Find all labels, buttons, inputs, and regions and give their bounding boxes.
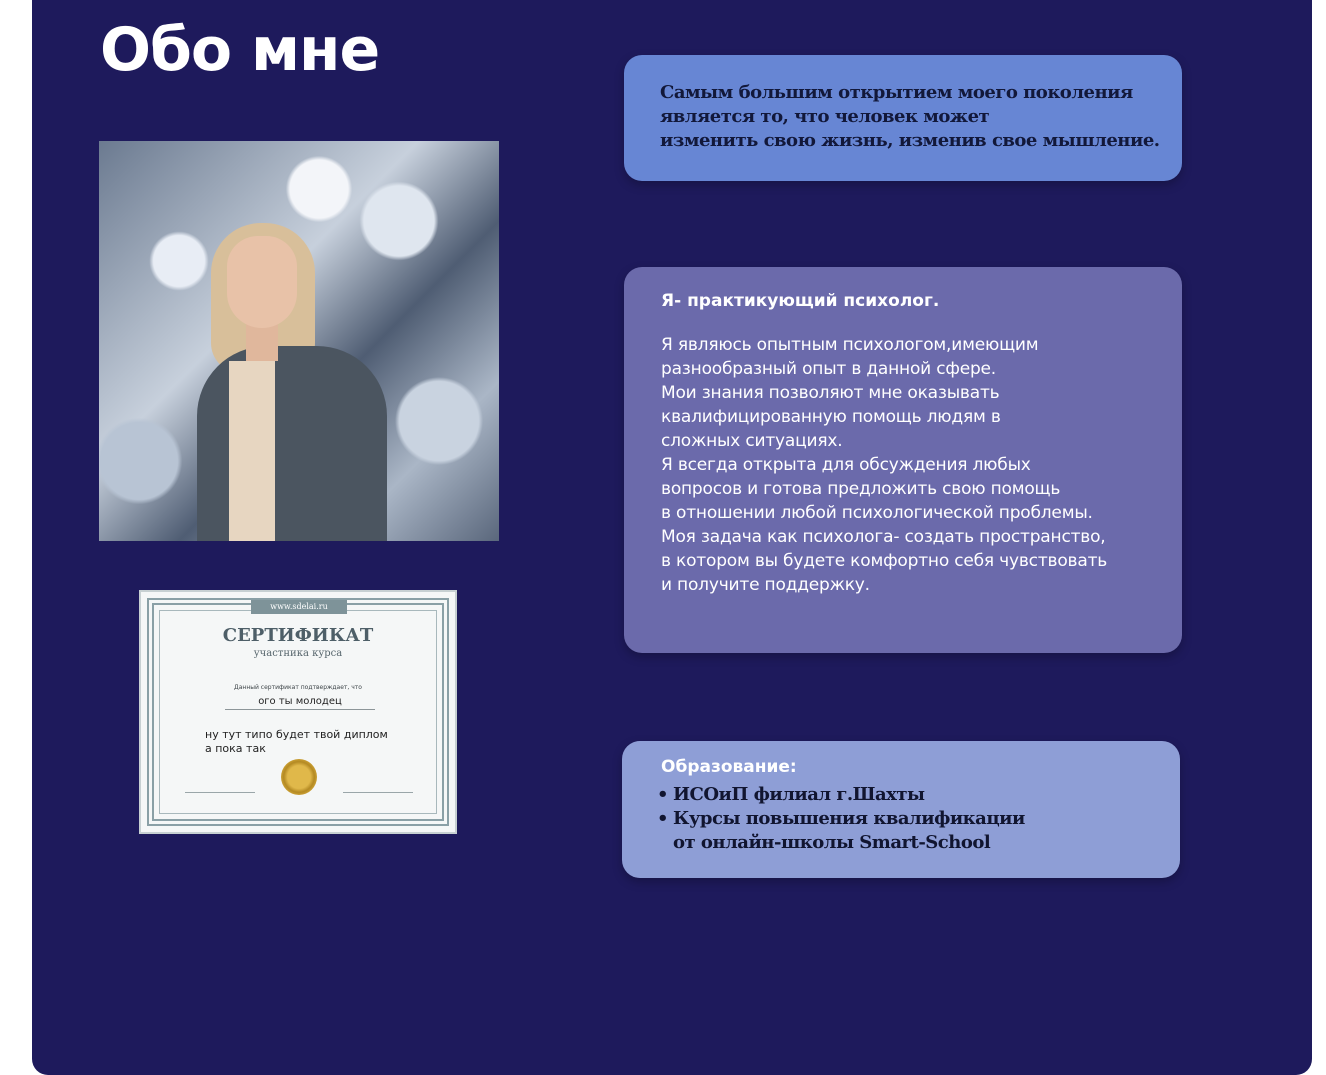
education-item [673, 783, 1180, 807]
quote-line: изменить свою жизнь, изменив свое мышление. [660, 130, 1160, 151]
about-line: и получите поддержку. [661, 575, 870, 595]
about-line: в отношении любой психологической проблемы. [661, 503, 1093, 523]
about-line: разнообразный опыт в данной сфере. [661, 359, 997, 379]
certificate-note-line: ну тут типо будет твой диплом [205, 728, 388, 741]
certificate-image [139, 590, 457, 834]
education-item [673, 807, 1180, 855]
about-line: Моя задача как психолога- создать пространство, [661, 527, 1106, 547]
about-section [32, 0, 1312, 1075]
about-line: Мои знания позволяют мне оказывать [661, 383, 1000, 403]
certificate-recipient: ого ты молодец [225, 696, 375, 710]
quote-card [624, 55, 1182, 181]
certificate-signature-line [185, 792, 255, 793]
about-card [624, 267, 1182, 653]
photo-figure-face [227, 236, 297, 328]
certificate-site: www.sdelai.ru [251, 600, 347, 614]
education-item-text: Курсы повышения квалификации [673, 808, 1025, 829]
quote-line: Самым большим открытием моего поколения [660, 82, 1133, 103]
certificate-note [205, 728, 405, 756]
certificate-subtitle: участника курса [253, 648, 343, 659]
about-line: вопросов и готова предложить свою помощь [661, 479, 1061, 499]
photo-figure-blouse [229, 361, 275, 541]
education-heading: Образование: [661, 757, 797, 777]
certificate-seal-icon [281, 759, 317, 795]
about-line: в котором вы будете комфортно себя чувствовать [661, 551, 1108, 571]
education-list [661, 783, 1180, 855]
about-line: сложных ситуациях. [661, 431, 843, 451]
photo-figure-jacket [197, 346, 387, 541]
profile-photo [99, 141, 499, 541]
about-line: квалифицированную помощь людям в [661, 407, 1001, 427]
quote-line: является то, что человек может [660, 106, 990, 127]
about-line: Я являюсь опытным психологом,имеющим [661, 335, 1039, 355]
certificate-confirms: Данный сертификат подтверждает, что [234, 684, 362, 691]
certificate-title: СЕРТИФИКАТ [222, 625, 374, 646]
education-card [622, 741, 1180, 878]
certificate-signature-line [343, 792, 413, 793]
certificate-note-line: а пока так [205, 742, 266, 755]
section-title: Обо мне [100, 15, 380, 85]
education-item-text: от онлайн-школы Smart-School [673, 832, 991, 853]
about-heading: Я- практикующий психолог. [661, 291, 940, 311]
about-line: Я всегда открыта для обсуждения любых [661, 455, 1031, 475]
education-item-text: ИСОиП филиал г.Шахты [673, 784, 925, 805]
